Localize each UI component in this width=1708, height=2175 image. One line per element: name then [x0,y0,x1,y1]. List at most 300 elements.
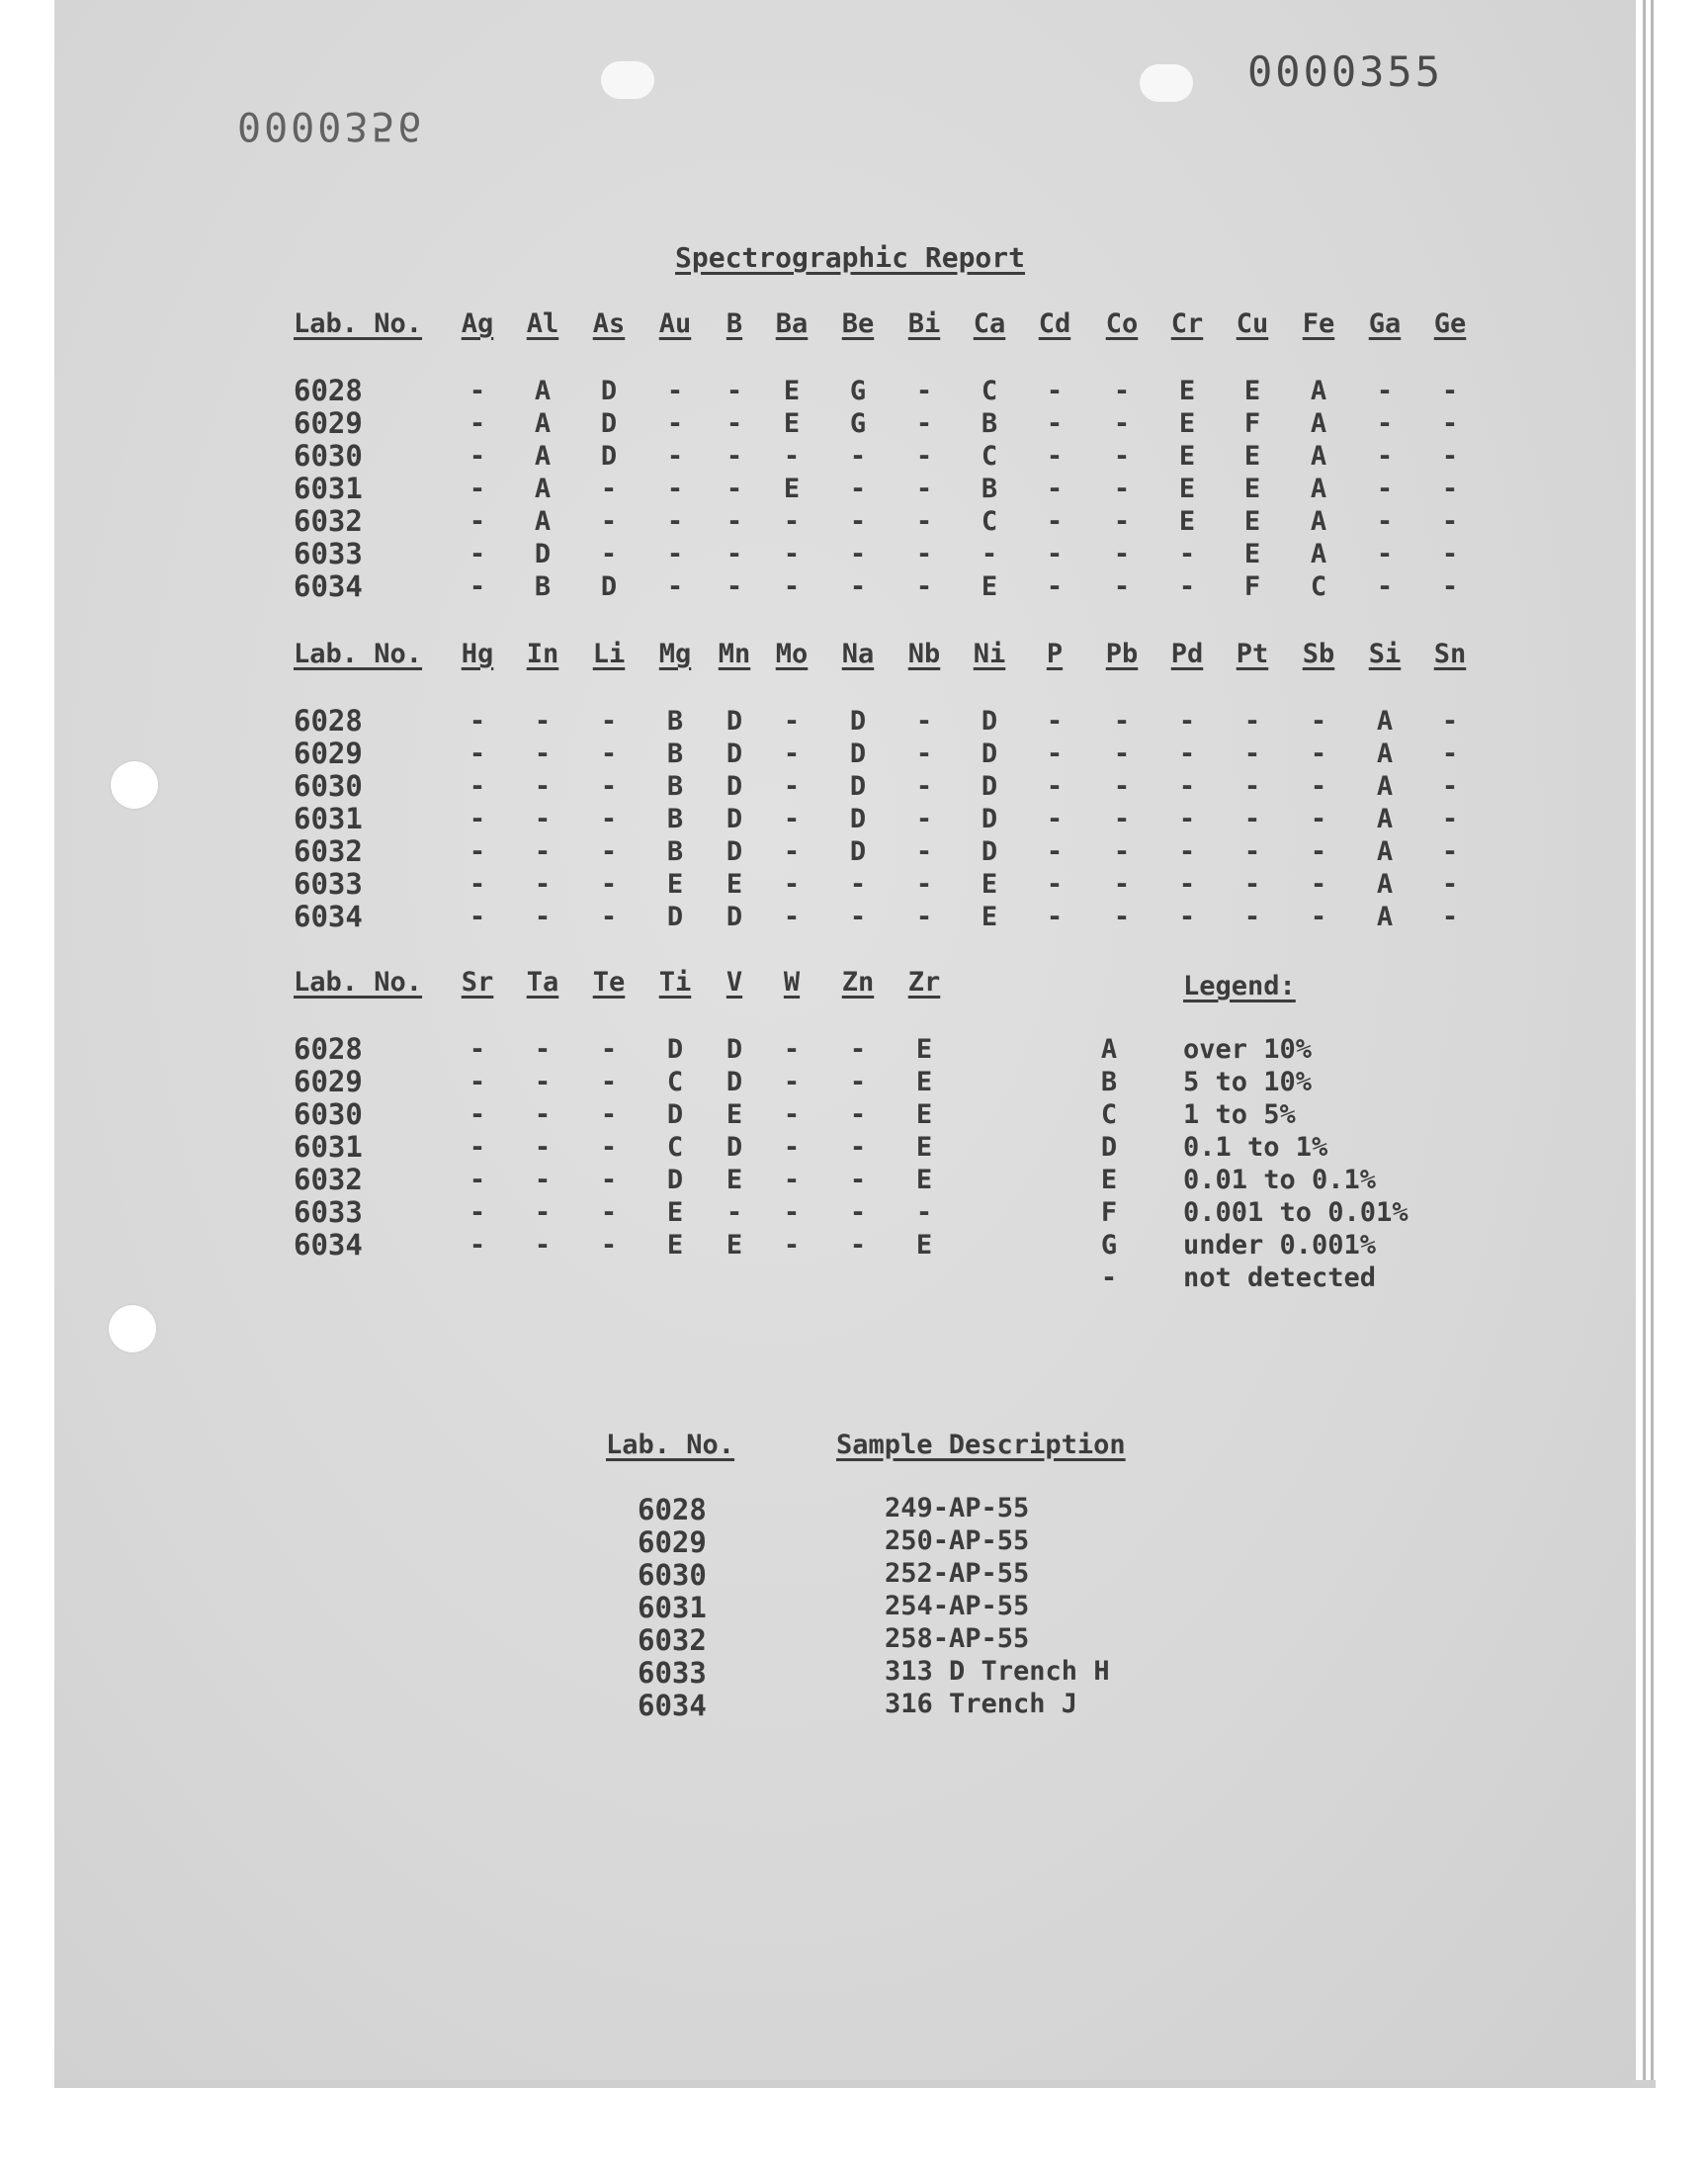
result-cell: - [469,1165,486,1195]
result-cell: - [534,1067,552,1097]
result-cell: - [469,902,486,932]
result-cell: - [1441,836,1459,867]
element-header: Al [526,308,559,339]
lab-number: 6031 [294,802,363,835]
result-cell: - [666,376,684,406]
result-cell: D [981,804,998,834]
result-cell: - [915,771,933,802]
result-cell: - [1376,441,1394,472]
result-cell: - [915,706,933,737]
sample-description: 249-AP-55 [885,1493,1030,1523]
samples-description-header: Sample Description [836,1430,1126,1460]
result-cell: B [666,739,684,769]
result-cell: - [1441,706,1459,737]
result-cell: D [666,1099,684,1130]
result-cell: - [1310,804,1327,834]
result-cell: - [600,902,618,932]
result-cell: E [666,869,684,900]
sample-lab-number: 6029 [638,1525,707,1559]
result-cell: E [915,1132,933,1163]
legend-text: over 10% [1183,1034,1313,1065]
result-cell: E [726,1099,743,1130]
result-cell: - [981,539,998,569]
result-cell: C [666,1132,684,1163]
sample-description: 252-AP-55 [885,1558,1030,1589]
result-cell: - [469,804,486,834]
legend-code: A [1100,1034,1118,1065]
result-cell: D [849,706,867,737]
sample-description: 313 D Trench H [885,1656,1110,1687]
result-cell: - [534,1099,552,1130]
result-cell: B [666,836,684,867]
result-cell: - [600,1067,618,1097]
sample-lab-number: 6028 [638,1493,707,1526]
lab-number: 6029 [294,737,363,770]
clip-hole [1140,64,1193,102]
result-cell: - [469,771,486,802]
sample-lab-number: 6034 [638,1689,707,1722]
legend-text: 5 to 10% [1183,1067,1313,1097]
result-cell: - [1243,869,1261,900]
sample-lab-number: 6032 [638,1623,707,1657]
result-cell: - [534,1132,552,1163]
punch-hole [109,1305,156,1352]
result-cell: E [915,1034,933,1065]
result-cell: - [783,1099,801,1130]
result-cell: D [666,1165,684,1195]
result-cell: A [1376,836,1394,867]
result-cell: G [849,376,867,406]
element-header: Ti [658,967,692,998]
result-cell: - [1113,902,1131,932]
result-cell: - [1113,739,1131,769]
result-cell: - [1046,706,1064,737]
result-cell: - [915,902,933,932]
result-cell: - [469,571,486,602]
element-header: Ni [973,639,1006,669]
result-cell: - [666,571,684,602]
result-cell: E [1178,506,1196,537]
result-cell: - [726,408,743,439]
result-cell: D [600,441,618,472]
lab-number: 6034 [294,900,363,933]
element-header: Sb [1302,639,1335,669]
lab-number: 6033 [294,537,363,570]
result-cell: A [534,506,552,537]
result-cell: A [1376,902,1394,932]
result-cell: - [1046,771,1064,802]
page-number-stamp: 0000355 [1247,47,1444,96]
result-cell: A [1376,771,1394,802]
result-cell: - [783,506,801,537]
result-cell: - [783,1067,801,1097]
element-header: Cu [1236,308,1269,339]
sample-lab-number: 6031 [638,1591,707,1624]
element-header: Mo [775,639,809,669]
result-cell: A [1376,739,1394,769]
result-cell: - [726,539,743,569]
result-cell: - [1046,408,1064,439]
clip-hole [601,61,654,99]
result-cell: D [849,739,867,769]
element-header: P [1046,639,1064,669]
result-cell: - [666,539,684,569]
result-cell: - [600,706,618,737]
result-cell: A [534,441,552,472]
element-header: Ca [973,308,1006,339]
sample-lab-number: 6030 [638,1558,707,1592]
result-cell: D [534,539,552,569]
result-cell: - [1441,408,1459,439]
result-cell: - [1113,506,1131,537]
result-cell: - [600,1132,618,1163]
element-header: Ga [1368,308,1402,339]
result-cell: - [1376,408,1394,439]
result-cell: D [600,571,618,602]
result-cell: A [1310,408,1327,439]
lab-number: 6030 [294,439,363,473]
result-cell: D [849,771,867,802]
result-cell: - [849,539,867,569]
result-cell: - [849,571,867,602]
result-cell: - [1441,771,1459,802]
result-cell: - [783,1034,801,1065]
mirrored-stamp: 0000356 [237,103,425,148]
result-cell: - [1046,571,1064,602]
result-cell: - [600,1197,618,1228]
result-cell: - [1046,376,1064,406]
sample-description: 316 Trench J [885,1689,1078,1719]
result-cell: - [849,902,867,932]
result-cell: - [1113,571,1131,602]
element-header: Zr [907,967,941,998]
result-cell: - [726,1197,743,1228]
result-cell: E [726,1230,743,1261]
element-header: Mn [718,639,751,669]
result-cell: D [726,1034,743,1065]
result-cell: - [1441,739,1459,769]
result-cell: - [534,869,552,900]
result-cell: - [469,441,486,472]
lab-number: 6030 [294,1097,363,1131]
result-cell: - [600,869,618,900]
punch-hole [111,761,158,809]
element-header: Be [841,308,875,339]
lab-number: 6028 [294,704,363,738]
result-cell: - [534,1165,552,1195]
result-cell: - [783,706,801,737]
result-cell: - [1243,706,1261,737]
result-cell: - [1178,804,1196,834]
element-header: Te [592,967,626,998]
result-cell: C [981,441,998,472]
element-header: Hg [461,639,494,669]
result-cell: - [600,771,618,802]
result-cell: G [849,408,867,439]
result-cell: - [783,1230,801,1261]
result-cell: - [600,506,618,537]
result-cell: - [1376,506,1394,537]
result-cell: - [1376,376,1394,406]
result-cell: - [1113,474,1131,504]
result-cell: D [666,1034,684,1065]
result-cell: - [469,539,486,569]
result-cell: - [1441,441,1459,472]
result-cell: - [1046,902,1064,932]
result-cell: - [1178,539,1196,569]
lab-number: 6033 [294,1195,363,1229]
sample-description: 258-AP-55 [885,1623,1030,1654]
result-cell: - [534,1034,552,1065]
result-cell: - [1376,539,1394,569]
result-cell: - [849,1165,867,1195]
lab-number: 6034 [294,1228,363,1262]
result-cell: - [534,1230,552,1261]
result-cell: - [783,836,801,867]
result-cell: E [1243,376,1261,406]
result-cell: D [726,706,743,737]
element-header: B [726,308,743,339]
result-cell: - [783,1197,801,1228]
result-cell: B [981,408,998,439]
result-cell: - [600,1165,618,1195]
result-cell: E [915,1230,933,1261]
result-cell: - [534,1197,552,1228]
result-cell: D [981,771,998,802]
result-cell: - [915,506,933,537]
result-cell: D [849,836,867,867]
result-cell: - [1178,836,1196,867]
result-cell: - [1113,441,1131,472]
legend-text: not detected [1183,1262,1377,1293]
result-cell: - [1243,771,1261,802]
result-cell: E [1243,474,1261,504]
result-cell: - [1376,571,1394,602]
result-cell: - [726,474,743,504]
samples-lab-header: Lab. No. [606,1430,735,1460]
legend-code: G [1100,1230,1118,1261]
lab-number-header: Lab. No. [294,308,423,339]
result-cell: A [534,474,552,504]
lab-number: 6034 [294,569,363,603]
result-cell: - [1178,869,1196,900]
result-cell: - [1376,474,1394,504]
result-cell: A [1310,506,1327,537]
result-cell: - [783,1132,801,1163]
result-cell: - [1046,739,1064,769]
element-header: Nb [907,639,941,669]
result-cell: E [1178,474,1196,504]
result-cell: - [600,474,618,504]
result-cell: - [783,804,801,834]
result-cell: - [666,408,684,439]
element-header: In [526,639,559,669]
result-cell: - [600,836,618,867]
result-cell: - [1113,376,1131,406]
result-cell: - [469,1034,486,1065]
lab-number: 6031 [294,472,363,505]
result-cell: - [469,376,486,406]
element-header: Co [1105,308,1139,339]
lab-number: 6028 [294,374,363,407]
result-cell: E [726,869,743,900]
result-cell: E [981,869,998,900]
result-cell: - [1046,804,1064,834]
result-cell: - [534,771,552,802]
result-cell: - [1046,474,1064,504]
result-cell: - [534,739,552,769]
result-cell: A [1310,376,1327,406]
result-cell: - [1243,739,1261,769]
result-cell: B [666,706,684,737]
result-cell: - [600,1230,618,1261]
result-cell: D [600,408,618,439]
result-cell: - [783,1165,801,1195]
result-cell: D [849,804,867,834]
page-edge [1643,0,1646,2086]
result-cell: - [1441,474,1459,504]
result-cell: - [469,706,486,737]
element-header: W [783,967,801,998]
result-cell: - [1046,836,1064,867]
legend-code: C [1100,1099,1118,1130]
result-cell: - [915,441,933,472]
legend-text: 0.1 to 1% [1183,1132,1328,1163]
element-header: Pd [1170,639,1204,669]
result-cell: D [726,771,743,802]
result-cell: - [849,869,867,900]
result-cell: - [1441,804,1459,834]
result-cell: A [1310,539,1327,569]
lab-number: 6033 [294,867,363,901]
result-cell: - [1113,706,1131,737]
result-cell: - [469,474,486,504]
lab-number: 6032 [294,834,363,868]
result-cell: - [600,1099,618,1130]
element-header: Cr [1170,308,1204,339]
result-cell: - [1310,706,1327,737]
element-header: Mg [658,639,692,669]
result-cell: - [1046,869,1064,900]
element-header: Bi [907,308,941,339]
element-header: Ba [775,308,809,339]
result-cell: - [726,441,743,472]
element-header: Sr [461,967,494,998]
result-cell: B [534,571,552,602]
element-header: Na [841,639,875,669]
result-cell: - [469,739,486,769]
result-cell: - [849,1067,867,1097]
result-cell: D [981,836,998,867]
report-title: Spectrographic Report [675,241,1026,274]
result-cell: - [666,506,684,537]
element-header: Ag [461,308,494,339]
result-cell: E [915,1165,933,1195]
result-cell: E [666,1230,684,1261]
legend-code: F [1100,1197,1118,1228]
result-cell: - [1310,836,1327,867]
result-cell: - [534,836,552,867]
lab-number: 6032 [294,504,363,538]
result-cell: - [915,376,933,406]
result-cell: - [849,1132,867,1163]
result-cell: D [981,706,998,737]
result-cell: - [1441,376,1459,406]
legend-code: E [1100,1165,1118,1195]
sample-lab-number: 6033 [638,1656,707,1690]
result-cell: F [1243,571,1261,602]
result-cell: - [600,804,618,834]
result-cell: - [849,1230,867,1261]
result-cell: - [1113,771,1131,802]
legend-code: - [1100,1262,1118,1293]
result-cell: - [469,836,486,867]
result-cell: - [1441,869,1459,900]
result-cell: A [1310,441,1327,472]
result-cell: - [915,739,933,769]
legend-code: B [1100,1067,1118,1097]
result-cell: D [726,902,743,932]
element-header: Pt [1236,639,1269,669]
result-cell: C [1310,571,1327,602]
result-cell: E [1178,376,1196,406]
element-header: Au [658,308,692,339]
result-cell: - [726,571,743,602]
result-cell: A [534,376,552,406]
result-cell: - [666,441,684,472]
result-cell: - [849,1197,867,1228]
result-cell: - [849,1099,867,1130]
sample-description: 250-AP-55 [885,1525,1030,1556]
result-cell: A [1376,869,1394,900]
sample-description: 254-AP-55 [885,1591,1030,1621]
legend-text: under 0.001% [1183,1230,1377,1261]
result-cell: E [1243,506,1261,537]
result-cell: - [469,1230,486,1261]
result-cell: - [783,869,801,900]
result-cell: - [1046,539,1064,569]
result-cell: - [1113,408,1131,439]
result-cell: - [1178,706,1196,737]
result-cell: D [726,739,743,769]
result-cell: - [1243,804,1261,834]
lab-number: 6032 [294,1163,363,1196]
result-cell: - [1113,539,1131,569]
result-cell: E [1178,408,1196,439]
element-header: Ta [526,967,559,998]
result-cell: E [783,474,801,504]
result-cell: - [1178,771,1196,802]
result-cell: - [915,408,933,439]
lab-number-header: Lab. No. [294,967,423,998]
element-header: Si [1368,639,1402,669]
result-cell: A [1376,804,1394,834]
result-cell: - [1178,739,1196,769]
legend-text: 0.01 to 0.1% [1183,1165,1377,1195]
result-cell: - [1441,539,1459,569]
result-cell: E [1178,441,1196,472]
result-cell: - [600,539,618,569]
result-cell: - [534,804,552,834]
page-bottom-edge [54,2080,1656,2088]
result-cell: D [600,376,618,406]
result-cell: D [726,1067,743,1097]
result-cell: - [1243,902,1261,932]
legend-text: 0.001 to 0.01% [1183,1197,1409,1228]
result-cell: E [783,376,801,406]
element-header: Zn [841,967,875,998]
result-cell: - [915,571,933,602]
